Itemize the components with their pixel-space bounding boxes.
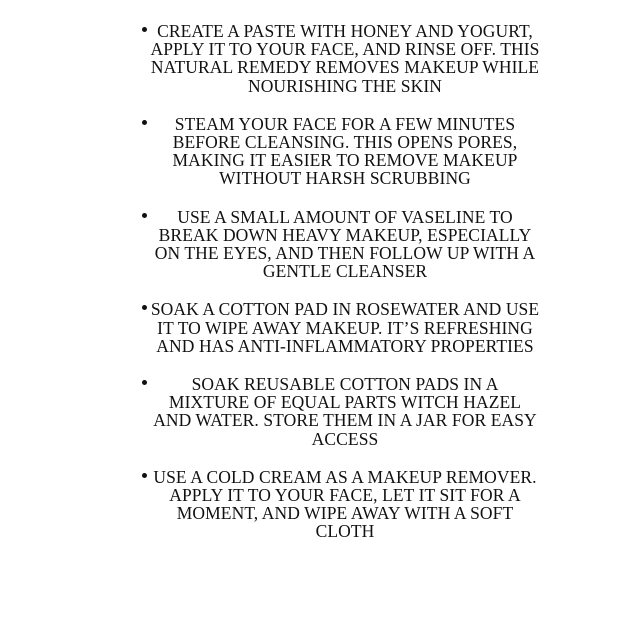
list-item — [0, 208, 640, 281]
list-item — [0, 115, 640, 188]
tip-text: SOAK REUSABLE COTTON PADS IN A MIXTURE OF EQUAL PARTS WITCH HAZEL AND WATER. STORE THEM IN A JAR FOR EASY ACCESS — [153, 374, 537, 449]
list-item — [0, 300, 640, 355]
list-item — [0, 22, 640, 95]
bullet-icon — [142, 27, 147, 32]
bullet-icon — [142, 473, 147, 478]
list-item — [0, 375, 640, 448]
bullet-icon — [142, 213, 147, 218]
tip-text: CREATE A PASTE WITH HONEY AND YOGURT, APPLY IT TO YOUR FACE, AND RINSE OFF. THIS NATURAL REMEDY REMOVES MAKEUP WHILE NOURISHING THE SKIN — [150, 21, 540, 96]
bullet-icon — [142, 120, 147, 125]
makeup-removal-tips-list — [0, 22, 640, 561]
bullet-icon — [142, 305, 147, 310]
tip-text: SOAK A COTTON PAD IN ROSEWATER AND USE IT TO WIPE AWAY MAKEUP. IT’S REFRESHING AND HAS ANTI-INFLAMMATORY PROPERTIES — [150, 299, 540, 356]
tip-text: STEAM YOUR FACE FOR A FEW MINUTES BEFORE CLEANSING. THIS OPENS PORES, MAKING IT EASIER TO REMOVE MAKEUP WITHOUT HARSH SCRUBBING — [172, 113, 518, 189]
bullet-icon — [142, 380, 147, 385]
tip-text: USE A SMALL AMOUNT OF VASELINE TO BREAK DOWN HEAVY MAKEUP, ESPECIALLY ON THE EYES, AND THEN FOLLOW UP WITH A GENTLE CLEANSER — [154, 206, 536, 282]
tip-text: USE A COLD CREAM AS A MAKEUP REMOVER. APPLY IT TO YOUR FACE, LET IT SIT FOR A MOMENT, AND WIPE AWAY WITH A SOFT CLOTH — [153, 466, 537, 542]
list-item — [0, 468, 640, 541]
